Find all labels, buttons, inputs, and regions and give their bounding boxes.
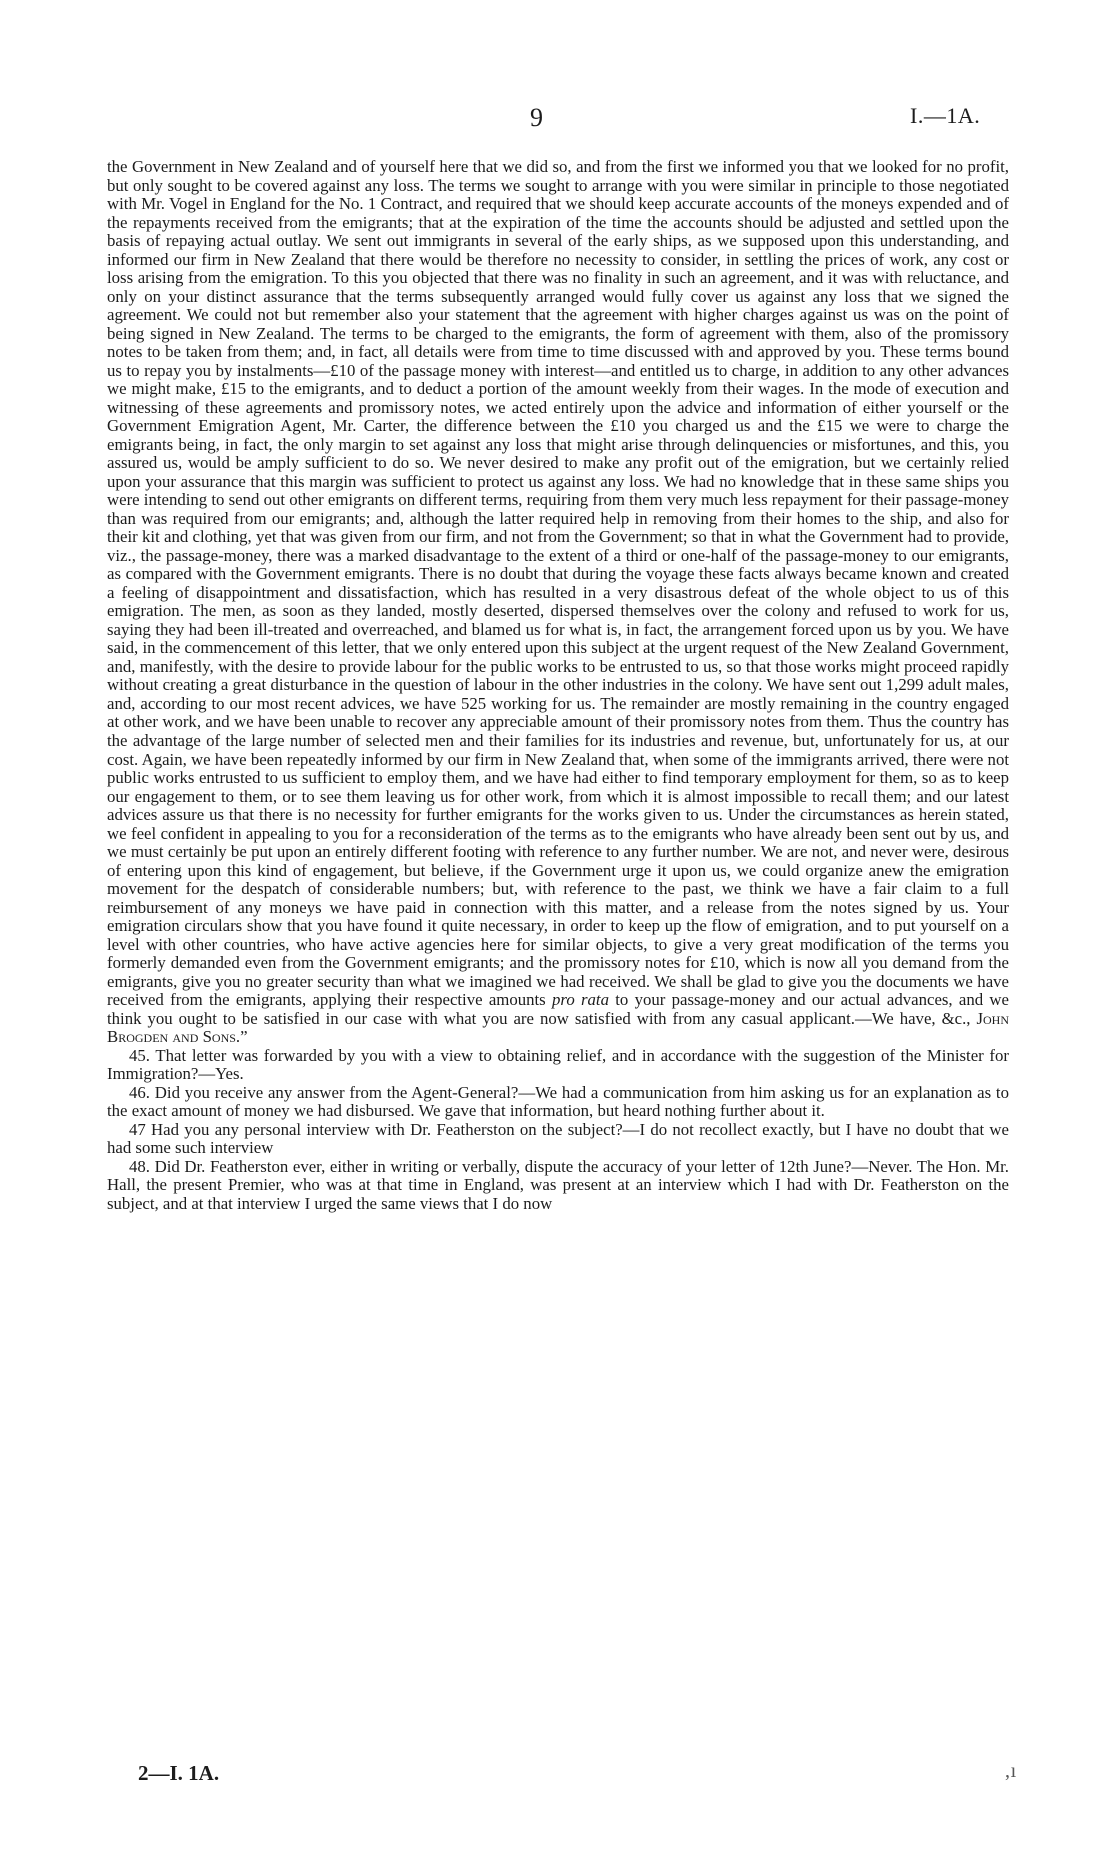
- question-48: 48. Did Dr. Featherston ever, either in writing or verbally, dispute the accuracy of your letter of 12th June?—Never. The Hon. Mr. Hall, the present Premier, who was at that time in England, was present at an interview which I had with Dr. Featherston on the subject, and at that interview I urged the same views that I do now: [107, 1156, 1009, 1213]
- question-46: 46. Did you receive any answer from the Agent-General?—We had a communication from him asking us for an explanation as to the exact amount of money we had disbursed. We gave that information, but heard nothing further about it.: [107, 1082, 1009, 1121]
- margin-mark: ‚ı: [1004, 1760, 1017, 1782]
- letter-signature: John Brogden and Sons.”: [107, 1008, 1009, 1047]
- signature-mark: 2—I. 1A.: [138, 1761, 220, 1785]
- letter-paragraph: [107, 158, 1009, 1047]
- question-45: 45. That letter was forwarded by you with a view to obtaining relief, and in accordance with the suggestion of the Minister for Immigration?—Yes.: [107, 1045, 1009, 1084]
- page-number: 9: [530, 103, 543, 132]
- body-text: [107, 158, 1009, 1213]
- letter-closing: to your passage-money and our actual advances, and we think you ought to be satisfied in our case with what you are now satisfied with from any casual applicant.—We have, &c.,: [107, 990, 1009, 1028]
- letter-text: the Government in New Zealand and of yourself here that we did so, and from the first we informed you that we looked for no profit, but only sought to be covered against any loss. The terms we sought to arrange with you were similar in principle to those negotiated with Mr. Vogel in England for the No. 1 Contract, and required that we should keep accurate accounts of the moneys expended and of the repayments received from the emigrants; that at the expiration of the time the accounts should be adjusted and settled upon the basis of repaying actual outlay. We sent out immigrants in several of the early ships, as we supposed upon this understanding, and informed our firm in New Zealand that there would be therefore no necessity to consider, in settling the prices of work, any cost or loss arising from the emigration. To this you objected that there was no finality in such an agreement, and it was with reluctance, and only on your distinct assurance that the terms subsequently arranged would fully cover us against any loss that we signed the agreement. We could not but remember also your statement that the agreement with higher charges against us was on the point of being signed in New Zealand. The terms to be charged to the emigrants, the form of agreement with them, also of the promissory notes to be taken from them; and, in fact, all details were from time to time discussed with and approved by you. These terms bound us to repay you by instalments—£10 of the passage money with interest—and entitled us to charge, in addition to any other advances we might make, £15 to the emigrants, and to deduct a portion of the amount weekly from their wages. In the mode of execution and witnessing of these agreements and promissory notes, we acted entirely upon the advice and information of either yourself or the Government Emigration Agent, Mr. Carter, the difference between the £10 you charged us and the £15 we were to charge the emigrants being, in fact, the only margin to set against any loss that might arise through delinquencies or misfortunes, and this, you assured us, would be amply sufficient to do so. We never desired to make any profit out of the emigration, but we certainly relied upon your assurance that this margin was sufficient to protect us against any loss. We had no knowledge that in these same ships you were intending to send out other emigrants on different terms, requiring from them very much less repayment for their passage-money than was required from our emigrants; and, although the latter required help in removing from their homes to the ship, and also for their kit and clothing, yet that was given from our firm, and not from the Government; so that in what the Government had to provide, viz., the passage-money, there was a marked disadvantage to the extent of a third or one-half of the passage-money to our emigrants, as compared with the Government emigrants. There is no doubt that during the voyage these facts always became known and created a feeling of disappointment and dissatisfaction, which has resulted in a very disastrous defeat of the whole object to us of this emigration. The men, as soon as they landed, mostly deserted, dispersed themselves over the colony and refused to work for us, saying they had been ill-treated and overreached, and blamed us for what is, in fact, the arrangement forced upon us by you. We have said, in the commencement of this letter, that we only entered upon this subject at the urgent request of the New Zealand Government, and, manifestly, with the desire to provide labour for the public works to be entrusted to us, so that those works might proceed rapidly without creating a great disturbance in the question of labour in the other industries in the colony. We have sent out 1,299 adult males, and, according to our most recent advices, we have 525 working for us. The remainder are mostly remaining in the country engaged at other work, and we have been unable to recover any appreciable amount of their promissory notes from them. Thus the country has the advantage of the large number of selected men and their families for its industries and revenue, but, unfortunately for us, at our cost. Again, we have been repeatedly informed by our firm in New Zealand that, when some of the immigrants arrived, there were not public works entrusted to us sufficient to employ them, and we have had either to find temporary employment for them, so as to keep our engagement to them, or to see them leaving us for other work, from which it is almost impossible to recall them; and our latest advices assure us that there is no necessity for further emigrants for the works given to us. Under the circumstances as herein stated, we feel confident in appealing to you for a reconsideration of the terms as to the emigrants who have already been sent out by us, and we must certainly be put upon an entirely different footing with reference to any further number. We are not, and never were, desirous of entering upon this kind of engagement, but believe, if the Government urge it upon us, we could organize anew the emigration movement for the despatch of considerable numbers; but, with reference to the past, we think we have a fair claim to a full reimbursement of any moneys we have paid in connection with this matter, and a release from the notes signed by us. Your emigration circulars show that you have found it quite necessary, in order to keep up the flow of emigration, and to put yourself on a level with other countries, who have active agencies here for similar objects, to give a very great modification of the terms you formerly demanded even from the Government emigrants; and the promissory notes for £10, which is now all you demand from the emigrants, give you no greater security than what we imagined we had received. We shall be glad to give you the documents we have received from the emigrants, applying their respective amounts: [107, 157, 1009, 1010]
- page-reference: I.—1A.: [910, 103, 981, 128]
- letter-italic-phrase: pro rata: [552, 990, 609, 1010]
- question-47: 47 Had you any personal interview with Dr. Featherston on the subject?—I do not recollect exactly, but I have no doubt that we had some such interview: [107, 1119, 1009, 1158]
